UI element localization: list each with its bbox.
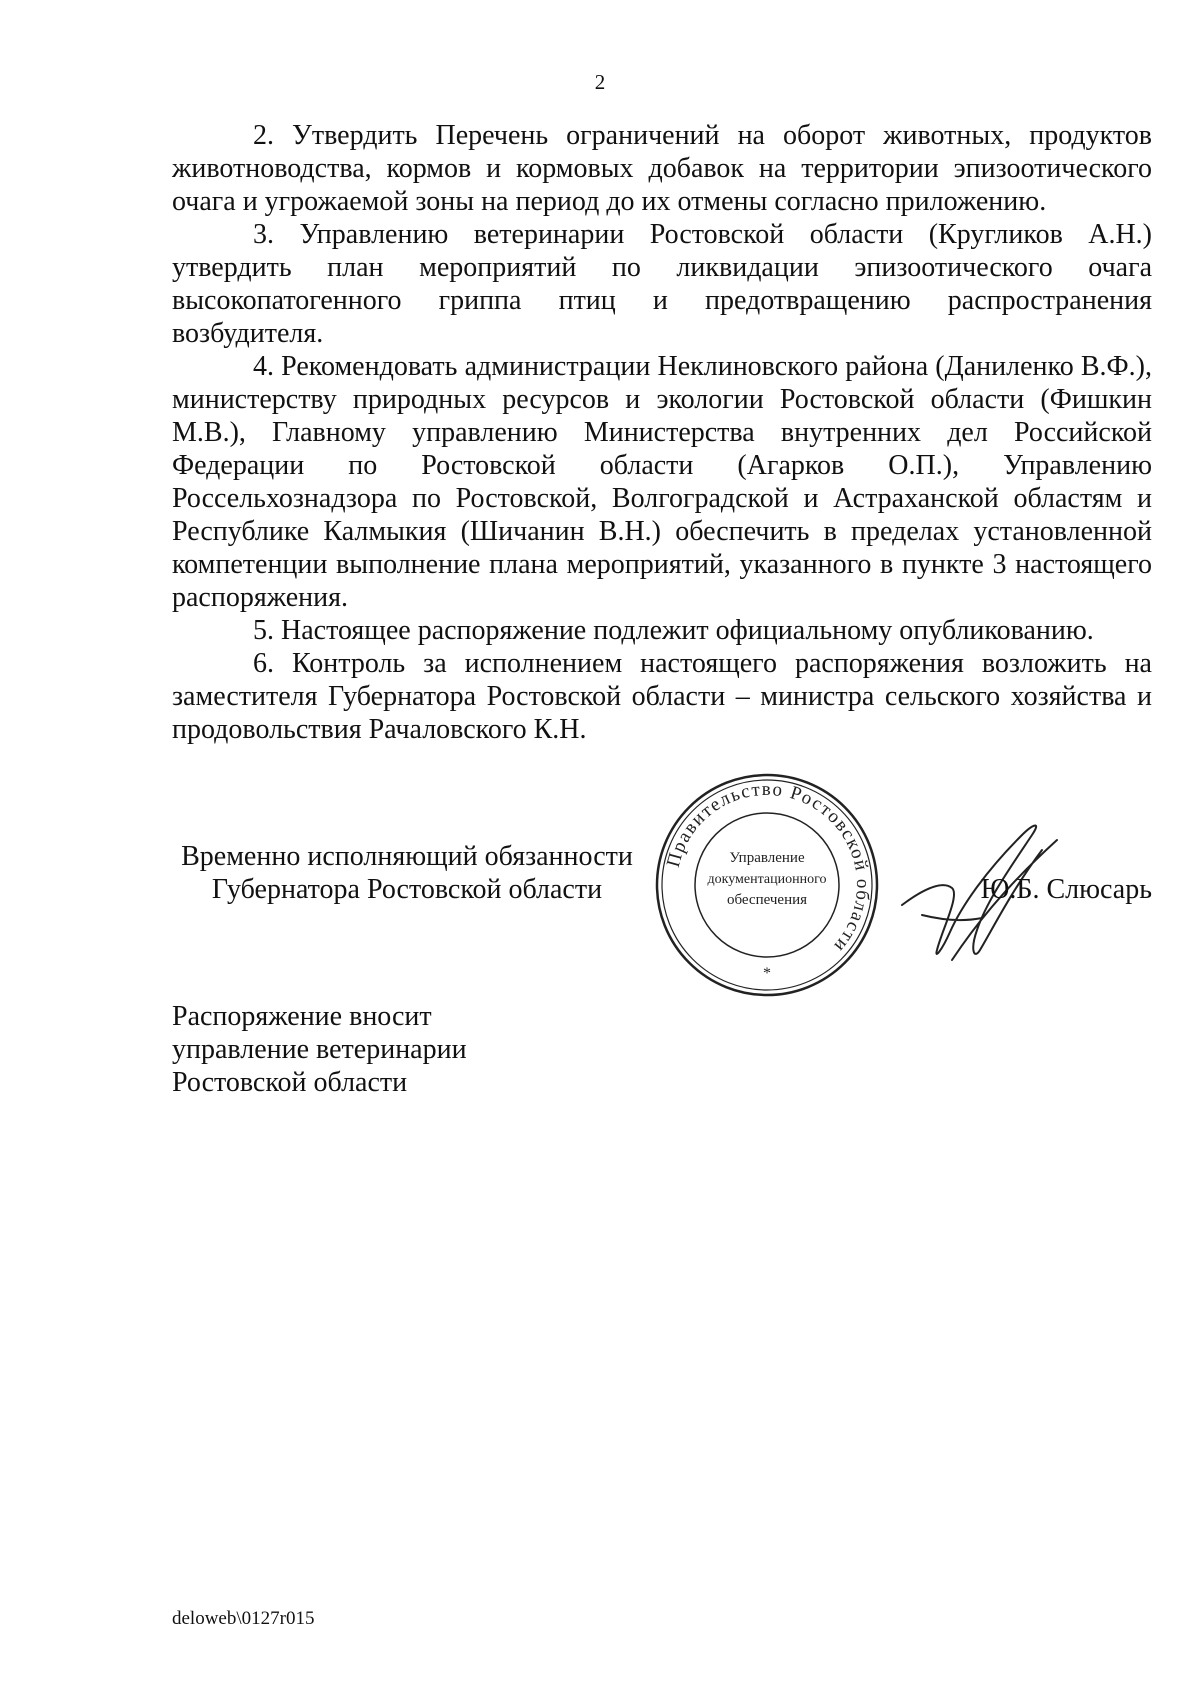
paragraph-2: 2. Утвердить Перечень ограничений на оборот животных, продуктов животноводства, кормов и кормовых добавок на территории эпизоотического очага и угрожаемой зоны на период до их отмены согласно приложению. bbox=[172, 120, 1152, 217]
official-seal-stamp bbox=[652, 770, 882, 1000]
signatory-title-line1: Временно исполняющий обязанности bbox=[181, 841, 633, 872]
paragraph-4: 4. Рекомендовать администрации Неклиновского района (Даниленко В.Ф.), министерству природных ресурсов и экологии Ростовской области (Фишкин М.В.), Главному управлению Министерства внутренних дел Российской Федерации по Ростовской области (Агарков О.П.), Управлению Россельхознадзора по Ростовской, Волгоградской и Астраханской областям и Республике Калмыкия (Шичанин В.Н.) обеспечить в пределах установленной компетенции выполнение плана мероприятий, указанного в пункте 3 настоящего распоряжения. bbox=[172, 351, 1152, 613]
seal-star: * bbox=[763, 965, 771, 982]
paragraph-6: 6. Контроль за исполнением настоящего распоряжения возложить на заместителя Губернатора Ростовской области – министра сельского хозяйства и продовольствия Рачаловского К.Н. bbox=[172, 648, 1152, 745]
submitter-block bbox=[172, 1000, 467, 1099]
signatory-title bbox=[172, 840, 642, 906]
submitter-line3: Ростовской области bbox=[172, 1067, 408, 1098]
paragraph-5: 5. Настоящее распоряжение подлежит официальному опубликованию. bbox=[253, 615, 1094, 646]
paragraph-3: 3. Управлению ветеринарии Ростовской области (Кругликов А.Н.) утвердить план мероприятий по ликвидации эпизоотического очага высокопатогенного гриппа птиц и предотвращению распространения возбудителя. bbox=[172, 219, 1152, 349]
page-number: 2 bbox=[594, 70, 606, 94]
document-code: deloweb\0127r015 bbox=[172, 1608, 315, 1629]
seal-outer-text: Правительство Ростовской области bbox=[662, 778, 874, 957]
submitter-line2: управление ветеринарии bbox=[172, 1034, 467, 1065]
signature-block bbox=[172, 770, 1152, 1010]
seal-inner-line3: обеспечения bbox=[726, 892, 808, 908]
signatory-title-line2: Губернатора Ростовской области bbox=[211, 874, 603, 905]
seal-inner-line1: Управление bbox=[729, 850, 805, 866]
document-body bbox=[172, 119, 1152, 746]
signatory-name: Ю.Б. Слюсарь bbox=[980, 874, 1152, 905]
seal-inner-line2: документационного bbox=[707, 872, 827, 887]
submitter-line1: Распоряжение вносит bbox=[172, 1001, 432, 1032]
